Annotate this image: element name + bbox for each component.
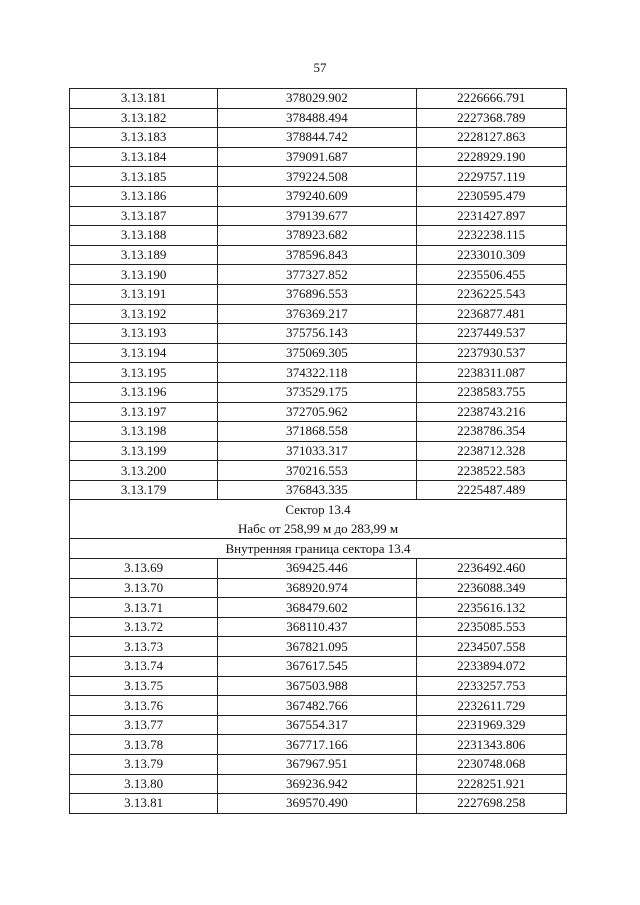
x-coordinate-cell: 379240.609	[218, 186, 416, 206]
table-row	[70, 422, 567, 442]
y-coordinate-cell: 2228127.863	[416, 128, 567, 148]
y-coordinate-cell: 2237449.537	[416, 324, 567, 344]
point-id-cell: 3.13.73	[70, 637, 218, 657]
y-coordinate-cell: 2227368.789	[416, 108, 567, 128]
table-row	[70, 755, 567, 775]
table-row	[70, 89, 567, 109]
page-number: 57	[313, 60, 327, 75]
table-row	[70, 343, 567, 363]
table-row	[70, 382, 567, 402]
table-row	[70, 147, 567, 167]
y-coordinate-cell: 2228251.921	[416, 774, 567, 794]
point-id-cell: 3.13.184	[70, 147, 218, 167]
x-coordinate-cell: 371868.558	[218, 422, 416, 442]
y-coordinate-cell: 2238786.354	[416, 422, 567, 442]
table-row	[70, 402, 567, 422]
point-id-cell: 3.13.192	[70, 304, 218, 324]
y-coordinate-cell: 2236225.543	[416, 284, 567, 304]
y-coordinate-cell: 2227698.258	[416, 794, 567, 814]
y-coordinate-cell: 2233010.309	[416, 245, 567, 265]
point-id-cell: 3.13.79	[70, 755, 218, 775]
table-row	[70, 637, 567, 657]
y-coordinate-cell: 2225487.489	[416, 480, 567, 500]
point-id-cell: 3.13.70	[70, 578, 218, 598]
table-row	[70, 617, 567, 637]
x-coordinate-cell: 379224.508	[218, 167, 416, 187]
point-id-cell: 3.13.200	[70, 461, 218, 481]
x-coordinate-cell: 367617.545	[218, 657, 416, 677]
y-coordinate-cell: 2233257.753	[416, 676, 567, 696]
y-coordinate-cell: 2231343.806	[416, 735, 567, 755]
sector-header-body	[70, 500, 567, 559]
point-id-cell: 3.13.193	[70, 324, 218, 344]
x-coordinate-cell: 367717.166	[218, 735, 416, 755]
x-coordinate-cell: 367821.095	[218, 637, 416, 657]
x-coordinate-cell: 369570.490	[218, 794, 416, 814]
table-row	[70, 598, 567, 618]
x-coordinate-cell: 376896.553	[218, 284, 416, 304]
table-row	[70, 265, 567, 285]
x-coordinate-cell: 378488.494	[218, 108, 416, 128]
table-row	[70, 696, 567, 716]
point-id-cell: 3.13.188	[70, 226, 218, 246]
y-coordinate-cell: 2233894.072	[416, 657, 567, 677]
table-row	[70, 715, 567, 735]
coordinates-table-bottom-body	[70, 559, 567, 814]
x-coordinate-cell: 378844.742	[218, 128, 416, 148]
x-coordinate-cell: 375069.305	[218, 343, 416, 363]
point-id-cell: 3.13.76	[70, 696, 218, 716]
point-id-cell: 3.13.179	[70, 480, 218, 500]
sector-height-range: Набс от 258,99 м до 283,99 м	[237, 521, 399, 537]
x-coordinate-cell: 370216.553	[218, 461, 416, 481]
y-coordinate-cell: 2231969.329	[416, 715, 567, 735]
y-coordinate-cell: 2232611.729	[416, 696, 567, 716]
y-coordinate-cell: 2229757.119	[416, 167, 567, 187]
table-row	[70, 226, 567, 246]
point-id-cell: 3.13.199	[70, 441, 218, 461]
x-coordinate-cell: 368110.437	[218, 617, 416, 637]
point-id-cell: 3.13.186	[70, 186, 218, 206]
y-coordinate-cell: 2235085.553	[416, 617, 567, 637]
table-row	[70, 108, 567, 128]
y-coordinate-cell: 2226666.791	[416, 89, 567, 109]
table-row	[70, 363, 567, 383]
x-coordinate-cell: 378596.843	[218, 245, 416, 265]
point-id-cell: 3.13.183	[70, 128, 218, 148]
y-coordinate-cell: 2236492.460	[416, 559, 567, 579]
x-coordinate-cell: 378029.902	[218, 89, 416, 109]
x-coordinate-cell: 371033.317	[218, 441, 416, 461]
y-coordinate-cell: 2230595.479	[416, 186, 567, 206]
table-row	[70, 441, 567, 461]
table-row	[70, 304, 567, 324]
table-row	[70, 284, 567, 304]
y-coordinate-cell: 2232238.115	[416, 226, 567, 246]
point-id-cell: 3.13.69	[70, 559, 218, 579]
x-coordinate-cell: 376843.335	[218, 480, 416, 500]
sector-header-cell	[70, 500, 567, 539]
table-row	[70, 186, 567, 206]
y-coordinate-cell: 2236088.349	[416, 578, 567, 598]
table-row	[70, 794, 567, 814]
table-row	[70, 128, 567, 148]
y-coordinate-cell: 2230748.068	[416, 755, 567, 775]
table-row	[70, 324, 567, 344]
point-id-cell: 3.13.196	[70, 382, 218, 402]
x-coordinate-cell: 377327.852	[218, 265, 416, 285]
x-coordinate-cell: 374322.118	[218, 363, 416, 383]
y-coordinate-cell: 2238712.328	[416, 441, 567, 461]
table-row	[70, 167, 567, 187]
point-id-cell: 3.13.198	[70, 422, 218, 442]
table-row	[70, 480, 567, 500]
sector-title: Сектор 13.4	[285, 502, 351, 518]
coordinates-table	[69, 88, 567, 814]
x-coordinate-cell: 367482.766	[218, 696, 416, 716]
sector-header-row	[70, 500, 567, 539]
y-coordinate-cell: 2236877.481	[416, 304, 567, 324]
point-id-cell: 3.13.81	[70, 794, 218, 814]
y-coordinate-cell: 2235506.455	[416, 265, 567, 285]
x-coordinate-cell: 369236.942	[218, 774, 416, 794]
x-coordinate-cell: 379139.677	[218, 206, 416, 226]
x-coordinate-cell: 367967.951	[218, 755, 416, 775]
point-id-cell: 3.13.77	[70, 715, 218, 735]
table-row	[70, 245, 567, 265]
y-coordinate-cell: 2238522.583	[416, 461, 567, 481]
y-coordinate-cell: 2238743.216	[416, 402, 567, 422]
x-coordinate-cell: 375756.143	[218, 324, 416, 344]
y-coordinate-cell: 2238583.755	[416, 382, 567, 402]
point-id-cell: 3.13.185	[70, 167, 218, 187]
point-id-cell: 3.13.197	[70, 402, 218, 422]
x-coordinate-cell: 379091.687	[218, 147, 416, 167]
point-id-cell: 3.13.194	[70, 343, 218, 363]
point-id-cell: 3.13.72	[70, 617, 218, 637]
y-coordinate-cell: 2238311.087	[416, 363, 567, 383]
y-coordinate-cell: 2235616.132	[416, 598, 567, 618]
point-id-cell: 3.13.187	[70, 206, 218, 226]
x-coordinate-cell: 376369.217	[218, 304, 416, 324]
y-coordinate-cell: 2234507.558	[416, 637, 567, 657]
y-coordinate-cell: 2228929.190	[416, 147, 567, 167]
point-id-cell: 3.13.182	[70, 108, 218, 128]
point-id-cell: 3.13.195	[70, 363, 218, 383]
y-coordinate-cell: 2231427.897	[416, 206, 567, 226]
x-coordinate-cell: 369425.446	[218, 559, 416, 579]
boundary-header-row	[70, 539, 567, 559]
table-row	[70, 735, 567, 755]
point-id-cell: 3.13.189	[70, 245, 218, 265]
point-id-cell: 3.13.78	[70, 735, 218, 755]
y-coordinate-cell: 2237930.537	[416, 343, 567, 363]
x-coordinate-cell: 368920.974	[218, 578, 416, 598]
point-id-cell: 3.13.75	[70, 676, 218, 696]
boundary-title: Внутренняя граница сектора 13.4	[70, 539, 567, 559]
point-id-cell: 3.13.190	[70, 265, 218, 285]
x-coordinate-cell: 378923.682	[218, 226, 416, 246]
point-id-cell: 3.13.80	[70, 774, 218, 794]
point-id-cell: 3.13.191	[70, 284, 218, 304]
table-row	[70, 676, 567, 696]
x-coordinate-cell: 367503.988	[218, 676, 416, 696]
point-id-cell: 3.13.74	[70, 657, 218, 677]
x-coordinate-cell: 367554.317	[218, 715, 416, 735]
point-id-cell: 3.13.181	[70, 89, 218, 109]
x-coordinate-cell: 372705.962	[218, 402, 416, 422]
table-row	[70, 559, 567, 579]
x-coordinate-cell: 368479.602	[218, 598, 416, 618]
table-row	[70, 578, 567, 598]
point-id-cell: 3.13.71	[70, 598, 218, 618]
table-row	[70, 774, 567, 794]
table-row	[70, 461, 567, 481]
coordinates-table-top-body	[70, 89, 567, 500]
table-row	[70, 657, 567, 677]
table-row	[70, 206, 567, 226]
x-coordinate-cell: 373529.175	[218, 382, 416, 402]
